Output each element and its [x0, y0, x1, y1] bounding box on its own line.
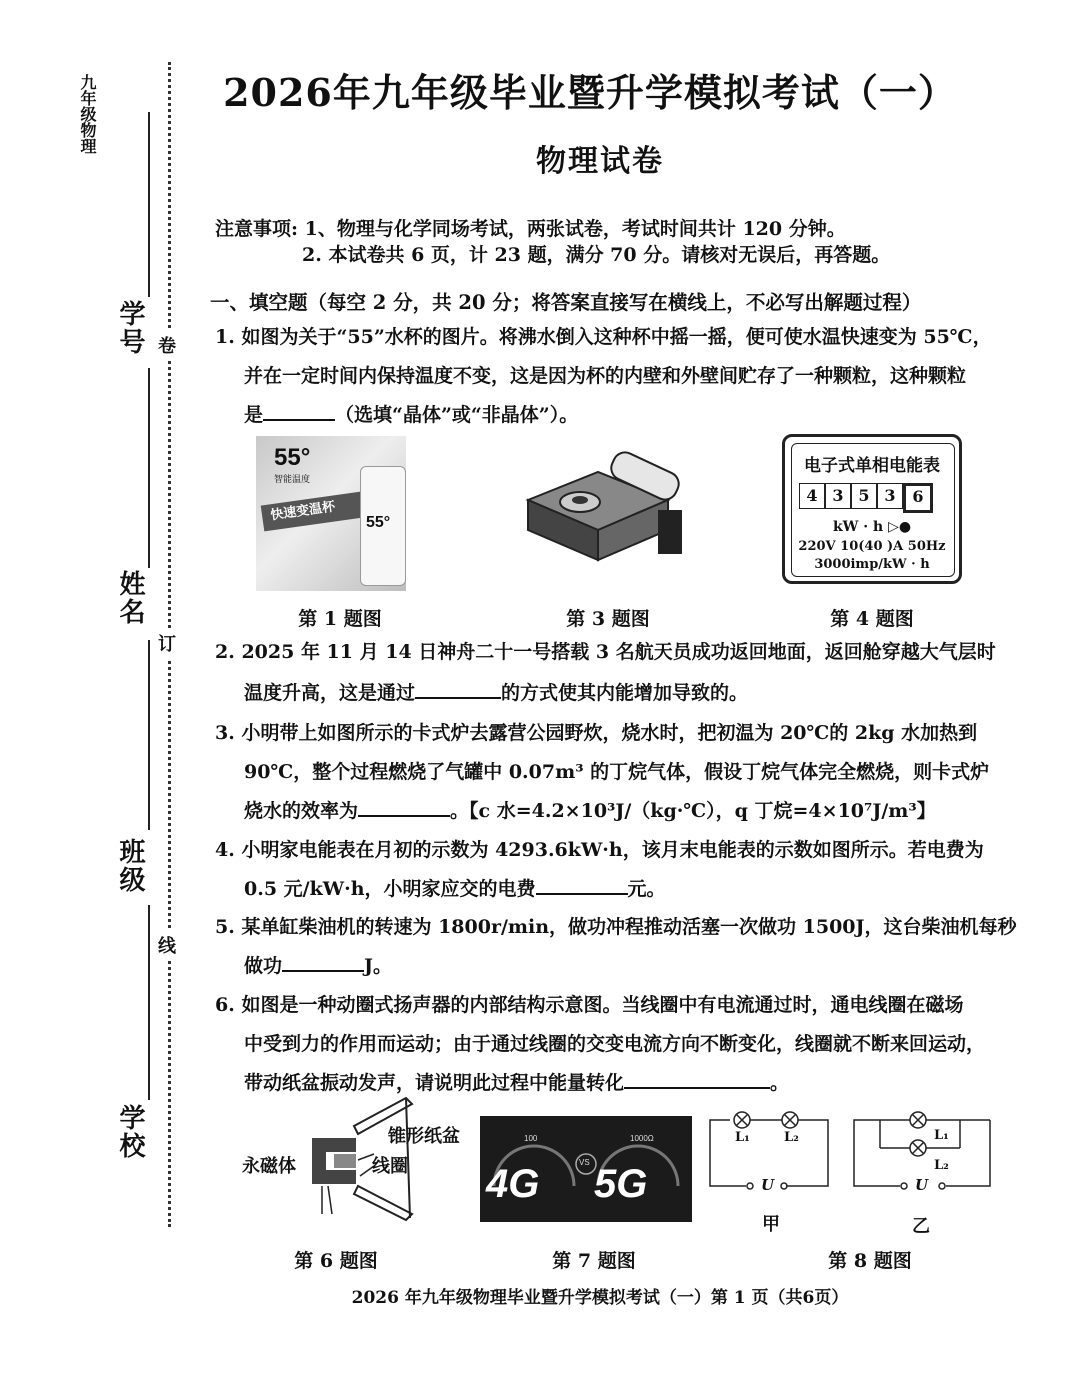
- exam-title: 2026年九年级毕业暨升学模拟考试（一）: [223, 70, 957, 115]
- q2-text-a: 温度升高，这是通过: [244, 682, 416, 704]
- fig8a-label: 甲: [762, 1214, 780, 1235]
- fig8b-u: U: [915, 1176, 929, 1194]
- fig8a-u: U: [761, 1176, 775, 1194]
- fig4-caption: 第 4 题图: [830, 608, 914, 630]
- fig7-4g-5g-image: [480, 1116, 692, 1222]
- q1-text-a: 是: [244, 404, 264, 426]
- exam-subtitle: 物理试卷: [536, 144, 664, 179]
- q6-line-1: 6. 如图是一种动圈式扬声器的内部结构示意图。当线圈中有电流通过时，通电线圈在磁场: [215, 994, 964, 1016]
- fig3-stove-image: [518, 450, 698, 580]
- q1-line-1: 1. 如图为关于“55”水杯的图片。将沸水倒入这种杯中摇一摇，便可使水温快速变为 55℃，: [215, 326, 992, 348]
- q2-text-b: 的方式使其内能增加导致的。: [501, 682, 749, 704]
- q6-line-3: [244, 1068, 789, 1095]
- q2-answer-blank[interactable]: [415, 679, 501, 699]
- meter-digit: 3: [825, 483, 851, 509]
- seal-word-xian: 线: [158, 930, 176, 960]
- notice-line-2: 2. 本试卷共 6 页，计 23 题，满分 70 分。请核对无误后，再答题。: [302, 244, 891, 266]
- q3-line-3: [244, 796, 936, 823]
- school-underline: [148, 905, 150, 1100]
- fig6-label-cone: 锥形纸盆: [388, 1126, 460, 1147]
- fig6-caption: 第 6 题图: [294, 1250, 378, 1272]
- meter-digits: [799, 483, 933, 513]
- fig8b-l2: L₂: [934, 1158, 949, 1173]
- fig6-label-coil: 线圈: [372, 1156, 408, 1177]
- fig8a-l1: L₁: [735, 1130, 750, 1145]
- q5-line-1: 5. 某单缸柴油机的转速为 1800r/min，做功冲程推动活塞一次做功 1500J，这台柴油机每秒: [215, 916, 1017, 938]
- fig7-4g-label: 4G: [486, 1162, 540, 1206]
- q5-line-2: [244, 951, 392, 978]
- meter-digit: 5: [851, 483, 877, 509]
- meter-title: 电子式单相电能表: [804, 456, 940, 476]
- meter-digit: 4: [799, 483, 825, 509]
- class-underline: [148, 640, 150, 830]
- fig1-caption: 第 1 题图: [298, 608, 382, 630]
- fig7-gauge-1: 100: [524, 1134, 538, 1143]
- q4-text-a: 0.5 元/kW·h，小明家应交的电费: [244, 878, 536, 900]
- q5-text-b: J。: [364, 955, 393, 977]
- q6-text-a: 带动纸盆振动发声，请说明此过程中能量转化: [244, 1072, 625, 1094]
- q3-text-a: 烧水的效率为: [244, 800, 359, 822]
- fig7-gauge-2: 1000Ω: [630, 1134, 654, 1143]
- meter-decimal-digit: 6: [903, 483, 933, 513]
- fig4-energy-meter: [782, 434, 962, 584]
- fig8-caption: 第 8 题图: [828, 1250, 912, 1272]
- q5-text-a: 做功: [244, 955, 283, 977]
- q3-text-b: 。【c 水=4.2×10³J/（kg·℃），q 丁烷=4×10⁷J/m³】: [450, 800, 936, 822]
- q4-answer-blank[interactable]: [536, 875, 628, 895]
- q3-answer-blank[interactable]: [358, 797, 450, 817]
- seal-word-juan: 卷: [158, 330, 176, 360]
- fig1-tag: 快速变温杯: [269, 498, 336, 523]
- fig7-vs: VS: [579, 1158, 590, 1167]
- fig1-cup-label: 55°: [366, 514, 391, 531]
- id-underline: [148, 112, 150, 297]
- fig7-caption: 第 7 题图: [552, 1250, 636, 1272]
- q3-line-2: 90℃，整个过程燃烧了气罐中 0.07m³ 的丁烷气体，假设丁烷气体完全燃烧，则卡式炉: [244, 761, 990, 783]
- q5-answer-blank[interactable]: [282, 952, 364, 972]
- fig8a-l2: L₂: [784, 1130, 799, 1145]
- seal-word-ding: 订: [158, 628, 176, 658]
- q3-line-1: 3. 小明带上如图所示的卡式炉去露营公园野炊，烧水时，把初温为 20℃的 2kg 水加热到: [215, 722, 978, 744]
- q2-line-2: [244, 678, 748, 705]
- q4-line-1: 4. 小明家电能表在月初的示数为 4293.6kW·h，该月末电能表的示数如图所示。若电费为: [215, 839, 984, 861]
- q6-line-2: 中受到力的作用而运动；由于通过线圈的交变电流方向不断变化，线圈就不断来回运动，: [244, 1033, 986, 1055]
- fig8b-label: 乙: [912, 1216, 930, 1237]
- q6-answer-blank[interactable]: [624, 1069, 770, 1089]
- name-underline: [148, 368, 150, 568]
- q4-text-b: 元。: [627, 878, 666, 900]
- binding-margin: [0, 0, 190, 1397]
- q4-line-2: [244, 874, 666, 901]
- margin-school-label: 学校: [115, 1104, 145, 1160]
- meter-unit: kW · h ▷●: [832, 519, 912, 535]
- section-1-heading: 一、填空题（每空 2 分，共 20 分；将答案直接写在横线上，不必写出解题过程）: [210, 291, 922, 314]
- q2-line-1: 2. 2025 年 11 月 14 日神舟二十一号搭载 3 名航天员成功返回地面，返回舱穿越大气层时: [215, 641, 996, 663]
- fig6-label-magnet: 永磁体: [242, 1156, 296, 1177]
- fig1-badge: 55°: [274, 444, 311, 471]
- fig1-cup-image: [256, 436, 406, 591]
- q1-line-3: [244, 400, 578, 427]
- page-footer: 2026 年九年级物理毕业暨升学模拟考试（一）第 1 页（共6页）: [351, 1288, 849, 1308]
- margin-subject: 九年级物理: [78, 74, 97, 154]
- q1-answer-blank[interactable]: [263, 401, 335, 421]
- fig7-5g-label: 5G: [594, 1162, 648, 1206]
- q1-text-b: （选填“晶体”或“非晶体”）。: [335, 404, 579, 426]
- margin-name-label: 姓名: [115, 570, 145, 626]
- fig1-small-text: 智能温度: [274, 474, 311, 484]
- q6-text-b: 。: [770, 1072, 790, 1094]
- fig3-caption: 第 3 题图: [566, 608, 650, 630]
- meter-spec-2: 3000imp/kW · h: [814, 557, 930, 572]
- fig8b-l1: L₁: [934, 1128, 949, 1143]
- meter-spec-1: 220V 10(40 )A 50Hz: [798, 539, 946, 554]
- meter-digit: 3: [877, 483, 903, 509]
- margin-class-label: 班级: [115, 838, 145, 894]
- q1-line-2: 并在一定时间内保持温度不变，这是因为杯的内壁和外壁间贮存了一种颗粒，这种颗粒: [244, 365, 967, 387]
- margin-id-label: 学号: [115, 300, 145, 356]
- notice-line-1: 注意事项: 1、物理与化学同场考试，两张试卷，考试时间共计 120 分钟。: [215, 218, 846, 240]
